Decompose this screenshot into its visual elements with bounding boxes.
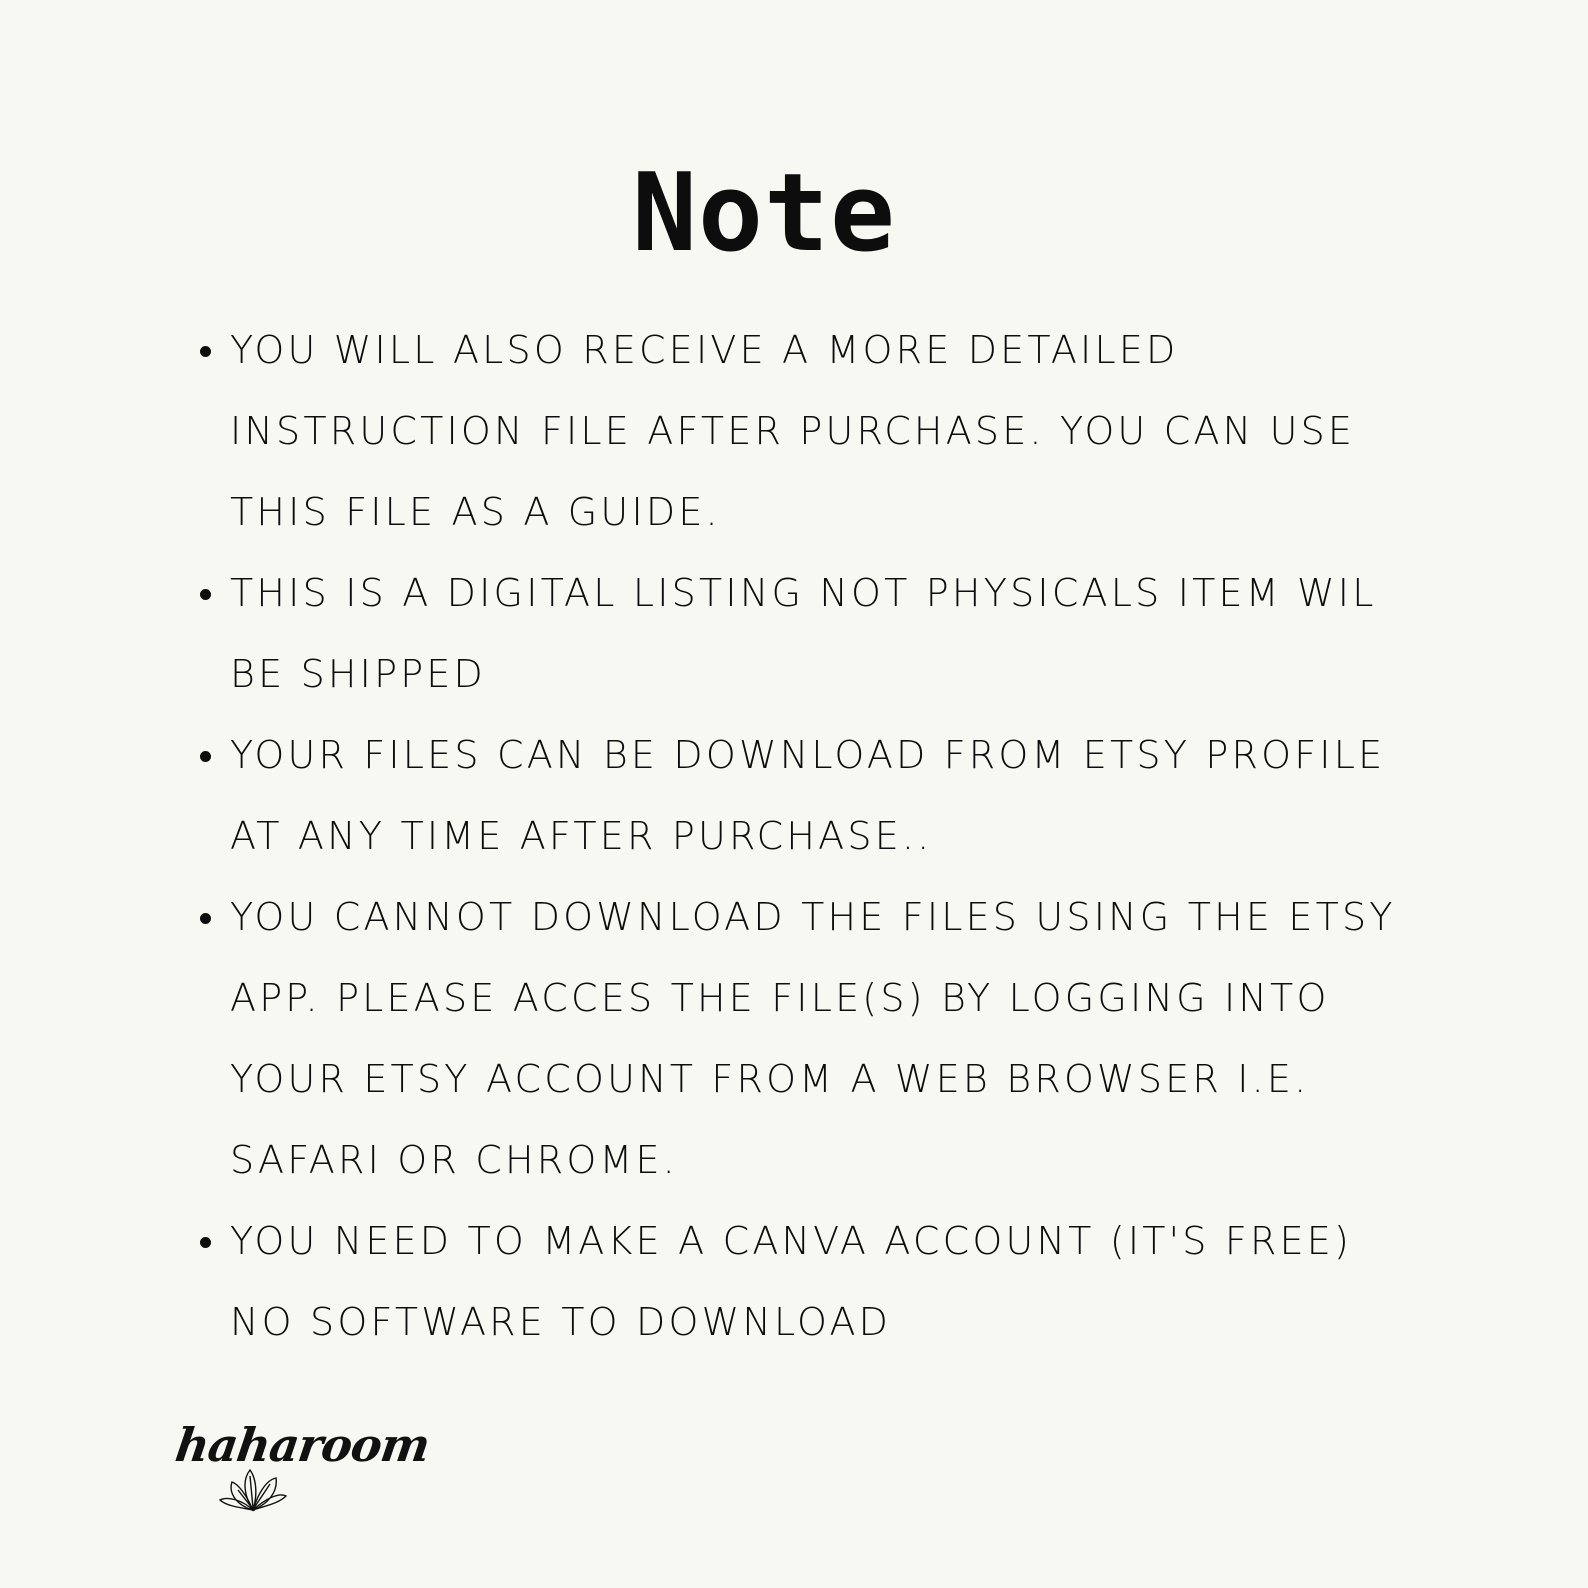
brand-logo bbox=[170, 1410, 433, 1520]
bullet-icon bbox=[200, 913, 211, 924]
note-text: YOU NEED TO MAKE A CANVA ACCOUNT (IT'S FREE) NO SOFTWARE TO DOWNLOAD bbox=[230, 1219, 1353, 1344]
note-text: YOU WILL ALSO RECEIVE A MORE DETAILED INSTRUCTION FILE AFTER PURCHASE. YOU CAN USE THIS FILE AS A GUIDE. bbox=[230, 328, 1356, 534]
bullet-icon bbox=[200, 346, 211, 357]
bullet-icon bbox=[200, 751, 211, 762]
list-item bbox=[194, 1201, 1424, 1363]
notes-list bbox=[194, 310, 1424, 1363]
list-item bbox=[194, 310, 1424, 553]
list-item bbox=[194, 715, 1424, 877]
page-title: Note bbox=[631, 151, 897, 276]
flower-icon bbox=[218, 1466, 288, 1516]
note-text: YOUR FILES CAN BE DOWNLOAD FROM ETSY PROFILE AT ANY TIME AFTER PURCHASE.. bbox=[230, 733, 1386, 858]
logo-text: haharoom bbox=[172, 1418, 433, 1472]
bullet-icon bbox=[200, 589, 211, 600]
list-item bbox=[194, 553, 1424, 715]
note-text: YOU CANNOT DOWNLOAD THE FILES USING THE ETSY APP. PLEASE ACCES THE FILE(S) BY LOGGING INTO YOUR ETSY ACCOUNT FROM A WEB BROWSER I.E. SAFARI OR CHROME. bbox=[230, 895, 1396, 1182]
note-text: THIS IS A DIGITAL LISTING NOT PHYSICALS ITEM WIL BE SHIPPED bbox=[230, 571, 1377, 696]
bullet-icon bbox=[200, 1237, 211, 1248]
list-item bbox=[194, 877, 1424, 1201]
